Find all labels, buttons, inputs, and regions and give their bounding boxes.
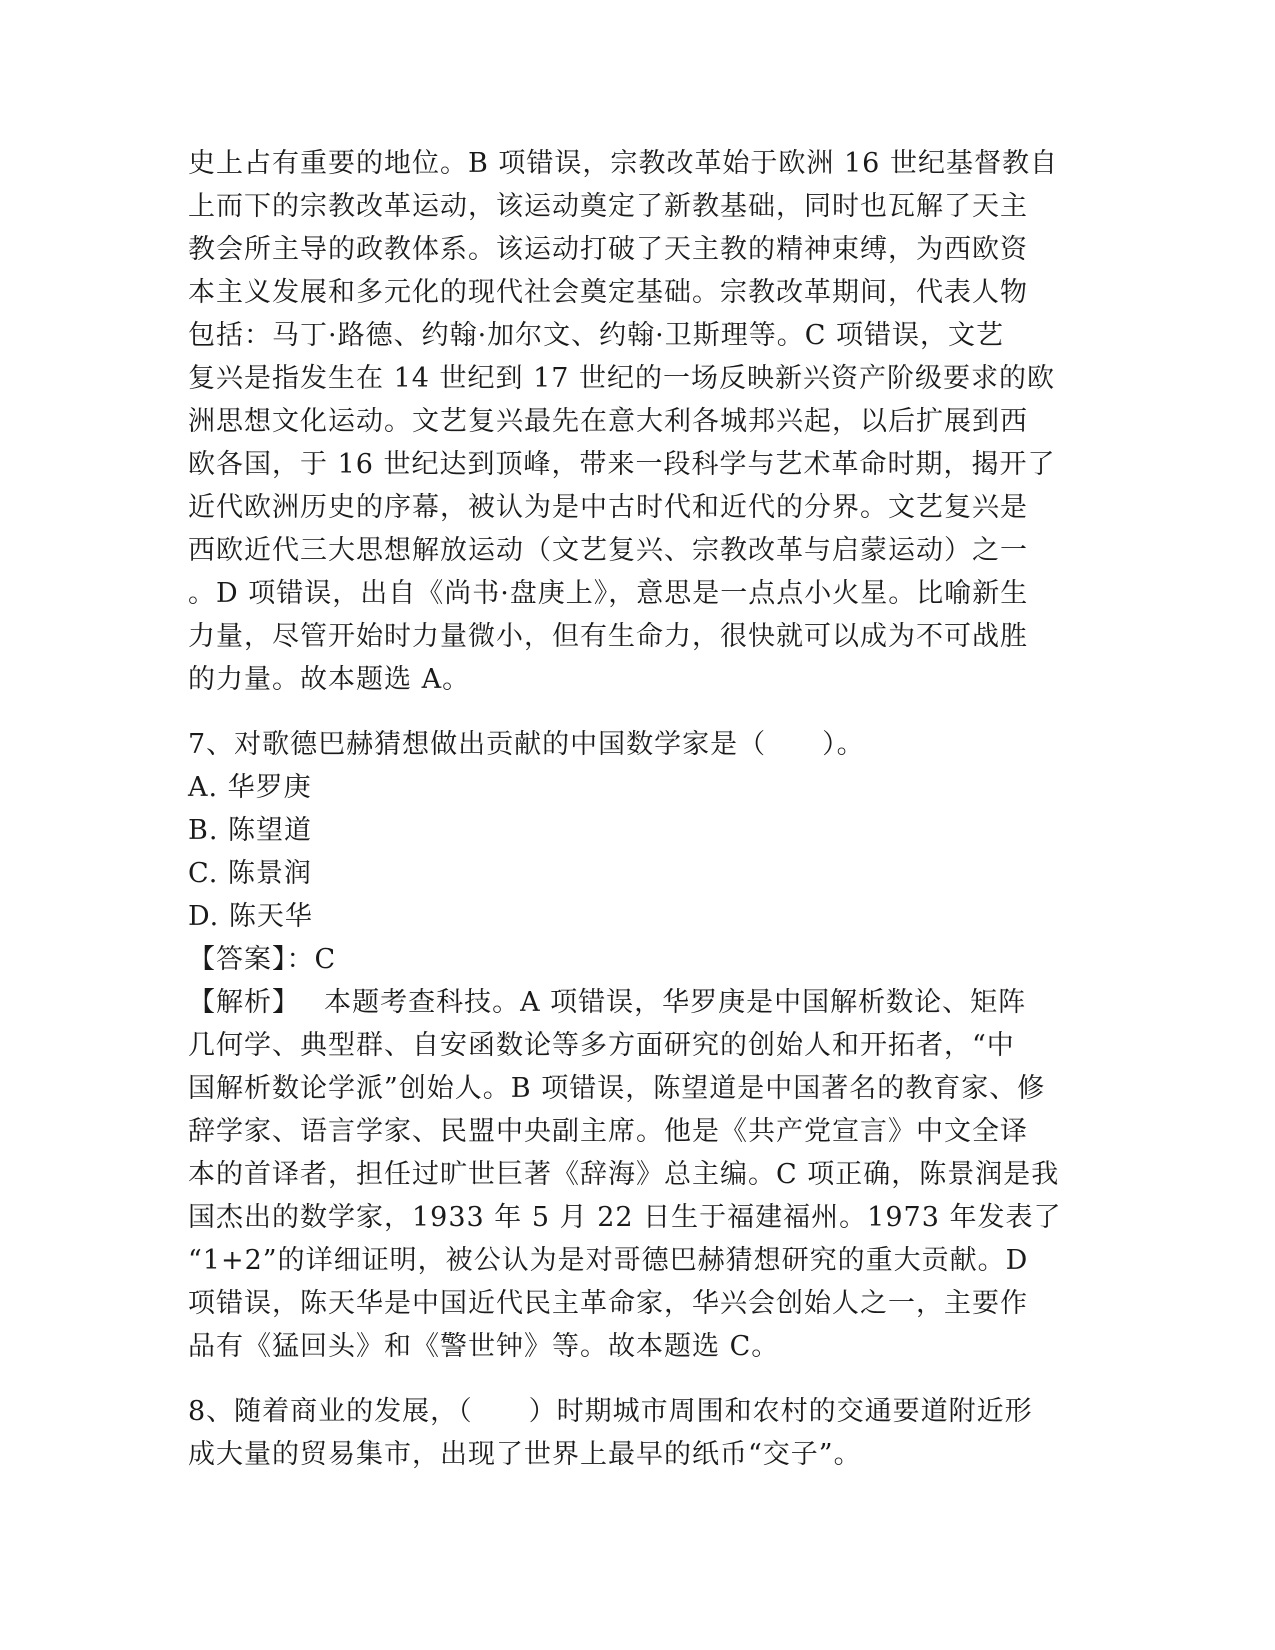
text-line: 教会所主导的政教体系。该运动打破了天主教的精神束缚，为西欧资 bbox=[188, 234, 1028, 265]
option-b: B. 陈望道 bbox=[188, 815, 313, 846]
question-8 bbox=[188, 1390, 1088, 1476]
text-line: 史上占有重要的地位。B 项错误，宗教改革始于欧洲 16 世纪基督教自 bbox=[188, 148, 1058, 179]
option-d: D. 陈天华 bbox=[188, 901, 313, 932]
text-line: 近代欧洲历史的序幕，被认为是中古时代和近代的分界。文艺复兴是 bbox=[188, 492, 1028, 523]
option-a: A. 华罗庚 bbox=[188, 772, 312, 803]
document-page bbox=[188, 142, 1088, 1476]
text-line: 辞学家、语言学家、民盟中央副主席。他是《共产党宣言》中文全译 bbox=[188, 1116, 1028, 1147]
text-line: 。D 项错误，出自《尚书·盘庚上》，意思是一点点小火星。比喻新生 bbox=[188, 578, 1029, 609]
spacer bbox=[188, 701, 1088, 723]
text-line: 洲思想文化运动。文艺复兴最先在意大利各城邦兴起，以后扩展到西 bbox=[188, 406, 1028, 437]
question-7 bbox=[188, 723, 1088, 1368]
question-8-stem-line: 8、随着商业的发展，（ ）时期城市周围和农村的交通要道附近形 bbox=[188, 1396, 1033, 1427]
prev-explanation bbox=[188, 142, 1088, 701]
text-line: “1+2”的详细证明，被公认为是对哥德巴赫猜想研究的重大贡献。D bbox=[188, 1245, 1029, 1276]
option-c: C. 陈景润 bbox=[188, 858, 312, 889]
text-line: 西欧近代三大思想解放运动（文艺复兴、宗教改革与启蒙运动）之一 bbox=[188, 535, 1028, 566]
text-line: 复兴是指发生在 14 世纪到 17 世纪的一场反映新兴资产阶级要求的欧 bbox=[188, 363, 1056, 394]
question-7-stem: 7、对歌德巴赫猜想做出贡献的中国数学家是（ ）。 bbox=[188, 729, 865, 760]
text-line: 本主义发展和多元化的现代社会奠定基础。宗教改革期间，代表人物 bbox=[188, 277, 1028, 308]
question-8-stem-line: 成大量的贸易集市，出现了世界上最早的纸币“交子”。 bbox=[188, 1439, 862, 1470]
text-line: 的力量。故本题选 A。 bbox=[188, 664, 471, 695]
text-line: 本的首译者，担任过旷世巨著《辞海》总主编。C 项正确，陈景润是我 bbox=[188, 1159, 1060, 1190]
answer: 【答案】：C bbox=[188, 944, 337, 975]
spacer bbox=[188, 1368, 1088, 1390]
text-line: 几何学、典型群、自安函数论等多方面研究的创始人和开拓者，“中 bbox=[188, 1030, 1015, 1061]
text-line: 包括：马丁·路德、约翰·加尔文、约翰·卫斯理等。C 项错误，文艺 bbox=[188, 320, 1004, 351]
text-line: 欧各国，于 16 世纪达到顶峰，带来一段科学与艺术革命时期，揭开了 bbox=[188, 449, 1056, 480]
text-line: 力量，尽管开始时力量微小，但有生命力，很快就可以成为不可战胜 bbox=[188, 621, 1028, 652]
text-line: 国杰出的数学家，1933 年 5 月 22 日生于福建福州。1973 年发表了 bbox=[188, 1202, 1062, 1233]
question-7-explanation bbox=[188, 981, 1088, 1368]
text-line: 品有《猛回头》和《警世钟》等。故本题选 C。 bbox=[188, 1331, 780, 1362]
text-line: 国解析数论学派”创始人。B 项错误，陈望道是中国著名的教育家、修 bbox=[188, 1073, 1046, 1104]
text-line: 【解析】 本题考查科技。A 项错误，华罗庚是中国解析数论、矩阵 bbox=[188, 987, 1027, 1018]
text-line: 项错误，陈天华是中国近代民主革命家，华兴会创始人之一，主要作 bbox=[188, 1288, 1028, 1319]
text-line: 上而下的宗教改革运动，该运动奠定了新教基础，同时也瓦解了天主 bbox=[188, 191, 1028, 222]
